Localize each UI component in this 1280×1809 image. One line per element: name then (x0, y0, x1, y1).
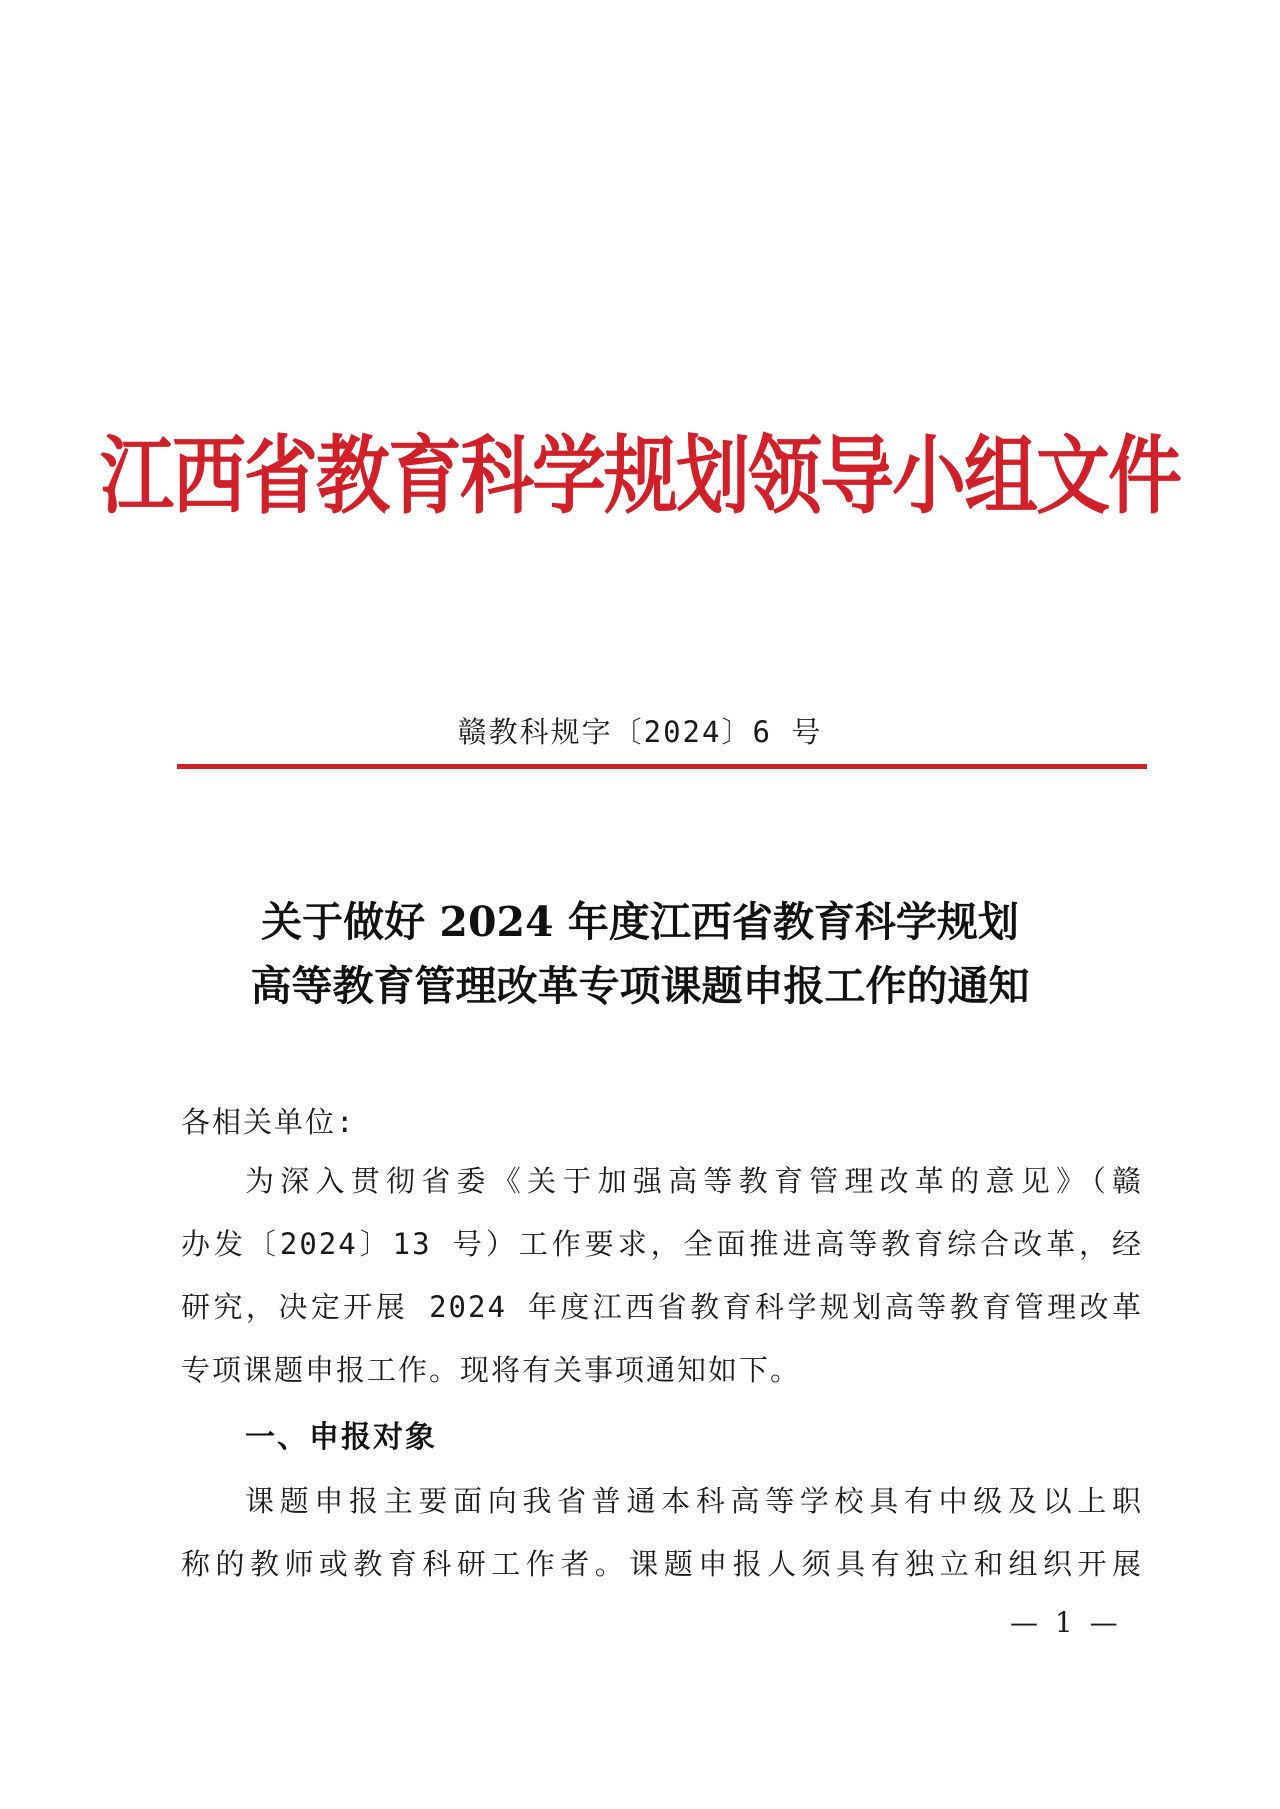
paragraph-intro-line: 办发〔2024〕13 号）工作要求，全面推进高等教育综合改革，经 (181, 1227, 1143, 1261)
red-divider-rule (177, 764, 1147, 769)
page-number: — 1 — (1010, 1606, 1122, 1639)
section-heading-applicants: 一、申报对象 (245, 1420, 437, 1455)
paragraph-applicants (181, 1470, 1143, 1596)
notice-title-line-1: 关于做好 2024 年度江西省教育科学规划 (261, 898, 1019, 946)
notice-title (0, 890, 1280, 1018)
notice-title-line-2: 高等教育管理改革专项课题申报工作的通知 (250, 962, 1030, 1010)
document-number: 赣教科规字〔2024〕6 号 (457, 715, 823, 749)
paragraph-intro-line: 专项课题申报工作。现将有关事项通知如下。 (181, 1353, 802, 1387)
paragraph-intro (181, 1150, 1143, 1402)
salutation: 各相关单位: (181, 1105, 356, 1139)
document-masthead: 江西省教育科学规划领导小组文件 (100, 427, 1180, 527)
paragraph-intro-line: 为深入贯彻省委《关于加强高等教育管理改革的意见》（赣 (245, 1164, 1143, 1198)
paragraph-intro-line: 研究，决定开展 2024 年度江西省教育科学规划高等教育管理改革 (181, 1290, 1143, 1324)
paragraph-applicants-line: 称的教师或教育科研工作者。课题申报人须具有独立和组织开展 (181, 1547, 1143, 1581)
paragraph-applicants-line: 课题申报主要面向我省普通本科高等学校具有中级及以上职 (245, 1484, 1143, 1518)
